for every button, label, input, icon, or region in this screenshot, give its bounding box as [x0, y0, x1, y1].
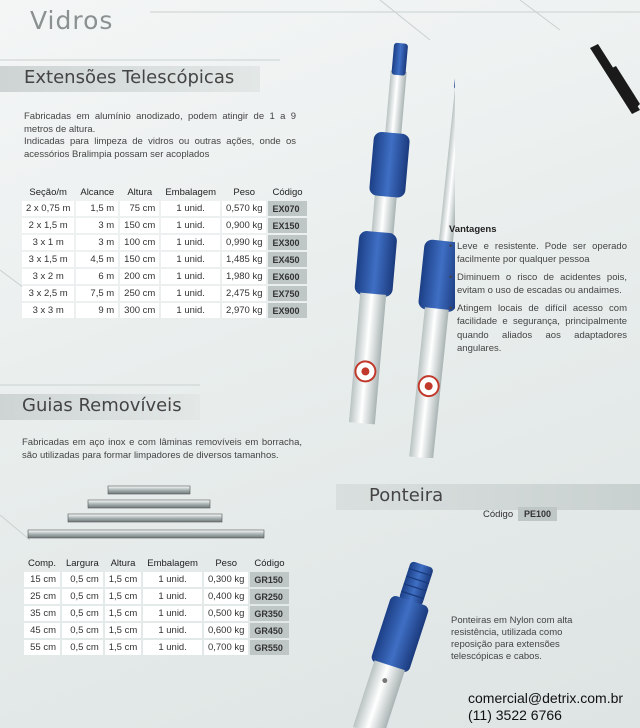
product-code-cell: GR450 [250, 623, 288, 638]
telescopic-poles-illustration [305, 38, 455, 458]
table-row [22, 235, 307, 250]
table-cell: 0,570 kg [222, 201, 266, 216]
vantagens-item: • Diminuem o risco de acidentes pois, evitam o uso de escadas ou andaimes. [449, 271, 627, 298]
table-cell: 1 unid. [161, 235, 220, 250]
col-header: Seção/m [29, 187, 67, 198]
table-cell: 1 unid. [143, 623, 202, 638]
ponteira-illustration [340, 556, 450, 728]
table-cell: 9 m [76, 303, 118, 318]
ponteira-code: PE100 [518, 507, 557, 521]
table-cell: 6 m [76, 269, 118, 284]
product-code-cell: EX300 [268, 235, 306, 250]
table-cell: 0,5 cm [62, 640, 103, 655]
table-cell: 3 m [76, 235, 118, 250]
col-header: Alcance [80, 187, 115, 198]
product-code-cell: EX070 [268, 201, 306, 216]
col-header: Peso [233, 187, 256, 198]
vantagens-title: Vantagens [449, 224, 497, 235]
table-cell: 3 m [76, 218, 118, 233]
table-cell: 100 cm [120, 235, 159, 250]
table-cell: 1 unid. [143, 640, 202, 655]
table-cell: 0,500 kg [204, 606, 248, 621]
table-cell: 0,990 kg [222, 235, 266, 250]
table-row [24, 623, 289, 638]
product-code-cell: GR250 [250, 589, 288, 604]
table-row [24, 589, 289, 604]
table-cell: 1,5 cm [105, 640, 142, 655]
contact-info [468, 690, 623, 724]
table-cell: 3 x 2,5 m [22, 286, 74, 301]
ponteira-description: Ponteiras em Nylon com alta resistência, utilizada como reposição para extensões telescópicas e cabos. [451, 615, 573, 662]
table-cell: 1 unid. [161, 269, 220, 284]
table-cell: 25 cm [24, 589, 60, 604]
table-cell: 0,700 kg [204, 640, 248, 655]
table-cell: 75 cm [120, 201, 159, 216]
product-code-cell: GR550 [250, 640, 288, 655]
extensoes-table [20, 184, 309, 320]
table-cell: 0,5 cm [62, 623, 103, 638]
product-code-cell: GR150 [250, 572, 288, 587]
section-title: Vidros [30, 6, 114, 35]
extensoes-description-line-1: Fabricadas em alumínio anodizado, podem atingir de 1 a 9 metros de altura. [24, 111, 296, 135]
extensoes-description-line-2: Indicadas para limpeza de vidros ou outras ações, onde os acessórios Bralimpia possam ser acoplados [24, 136, 296, 160]
table-row [24, 640, 289, 655]
col-header: Código [254, 558, 285, 569]
table-cell: 2 x 0,75 m [22, 201, 74, 216]
table-cell: 2 x 1,5 m [22, 218, 74, 233]
table-cell: 200 cm [120, 269, 159, 284]
table-cell: 1,5 cm [105, 589, 142, 604]
table-cell: 150 cm [120, 218, 159, 233]
col-header: Embalagem [165, 187, 217, 198]
table-row [22, 218, 307, 233]
table-row [22, 252, 307, 267]
product-code-cell: EX450 [268, 252, 306, 267]
table-row [22, 303, 307, 318]
guias-table [22, 555, 291, 657]
table-cell: 2,970 kg [222, 303, 266, 318]
table-cell: 3 x 1,5 m [22, 252, 74, 267]
contact-phone: (11) 3522 6766 [468, 707, 562, 723]
table-cell: 1,5 m [76, 201, 118, 216]
ponteira-title: Ponteira [369, 485, 444, 506]
table-cell: 0,5 cm [62, 606, 103, 621]
contact-email: comercial@detrix.com.br [468, 690, 624, 706]
product-code-cell: EX150 [268, 218, 306, 233]
guias-title: Guias Removíveis [22, 395, 182, 416]
table-row [22, 269, 307, 284]
product-code-cell: GR350 [250, 606, 288, 621]
col-header: Largura [65, 558, 99, 569]
table-cell: 3 x 3 m [22, 303, 74, 318]
table-cell: 0,900 kg [222, 218, 266, 233]
extensoes-description [24, 111, 296, 161]
table-cell: 2,475 kg [222, 286, 266, 301]
table-cell: 1 unid. [161, 252, 220, 267]
table-cell: 0,400 kg [204, 589, 248, 604]
vantagens-list [449, 240, 627, 356]
table-row [24, 606, 289, 621]
table-cell: 1 unid. [143, 589, 202, 604]
table-cell: 35 cm [24, 606, 60, 621]
extensoes-title: Extensões Telescópicas [24, 67, 235, 88]
col-header: Embalagem [147, 558, 198, 569]
table-cell: 15 cm [24, 572, 60, 587]
table-cell: 3 x 1 m [22, 235, 74, 250]
table-row [24, 572, 289, 587]
table-row [22, 201, 307, 216]
table-cell: 1,980 kg [222, 269, 266, 284]
table-cell: 0,5 cm [62, 572, 103, 587]
table-cell: 45 cm [24, 623, 60, 638]
guias-illustration [20, 482, 270, 542]
table-cell: 3 x 2 m [22, 269, 74, 284]
table-cell: 250 cm [120, 286, 159, 301]
table-cell: 1,5 cm [105, 606, 142, 621]
guias-table-header [24, 557, 289, 570]
col-header: Altura [127, 187, 153, 198]
table-cell: 7,5 m [76, 286, 118, 301]
product-code-cell: EX900 [268, 303, 306, 318]
table-cell: 1 unid. [143, 606, 202, 621]
col-header: Peso [215, 558, 237, 569]
ponteira-code-label: Código [483, 509, 514, 520]
product-code-cell: EX600 [268, 269, 306, 284]
table-cell: 1,485 kg [222, 252, 266, 267]
table-cell: 150 cm [120, 252, 159, 267]
vantagens-item: • Leve e resistente. Pode ser operado facilmente por qualquer pessoa [449, 240, 627, 267]
vantagens-item: • Atingem locais de difícil acesso com facilidade e segurança, principalmente quando aliados aos adaptadores angulares. [449, 302, 627, 356]
col-header: Código [272, 187, 303, 198]
table-cell: 300 cm [120, 303, 159, 318]
table-cell: 1 unid. [161, 218, 220, 233]
col-header: Comp. [28, 558, 56, 569]
table-cell: 4,5 m [76, 252, 118, 267]
table-cell: 0,600 kg [204, 623, 248, 638]
table-cell: 0,300 kg [204, 572, 248, 587]
extensoes-table-header [22, 186, 307, 199]
table-cell: 1 unid. [161, 303, 220, 318]
table-cell: 55 cm [24, 640, 60, 655]
col-header: Altura [110, 558, 136, 569]
table-cell: 1 unid. [143, 572, 202, 587]
table-cell: 1,5 cm [105, 623, 142, 638]
table-cell: 1,5 cm [105, 572, 142, 587]
product-code-cell: EX750 [268, 286, 306, 301]
table-cell: 1 unid. [161, 201, 220, 216]
vantagens-box [449, 223, 627, 360]
table-row [22, 286, 307, 301]
table-cell: 0,5 cm [62, 589, 103, 604]
guias-description: Fabricadas em aço inox e com lâminas removíveis em borracha, são utilizadas para formar limpadores de diversos tamanhos. [22, 437, 302, 461]
table-cell: 1 unid. [161, 286, 220, 301]
